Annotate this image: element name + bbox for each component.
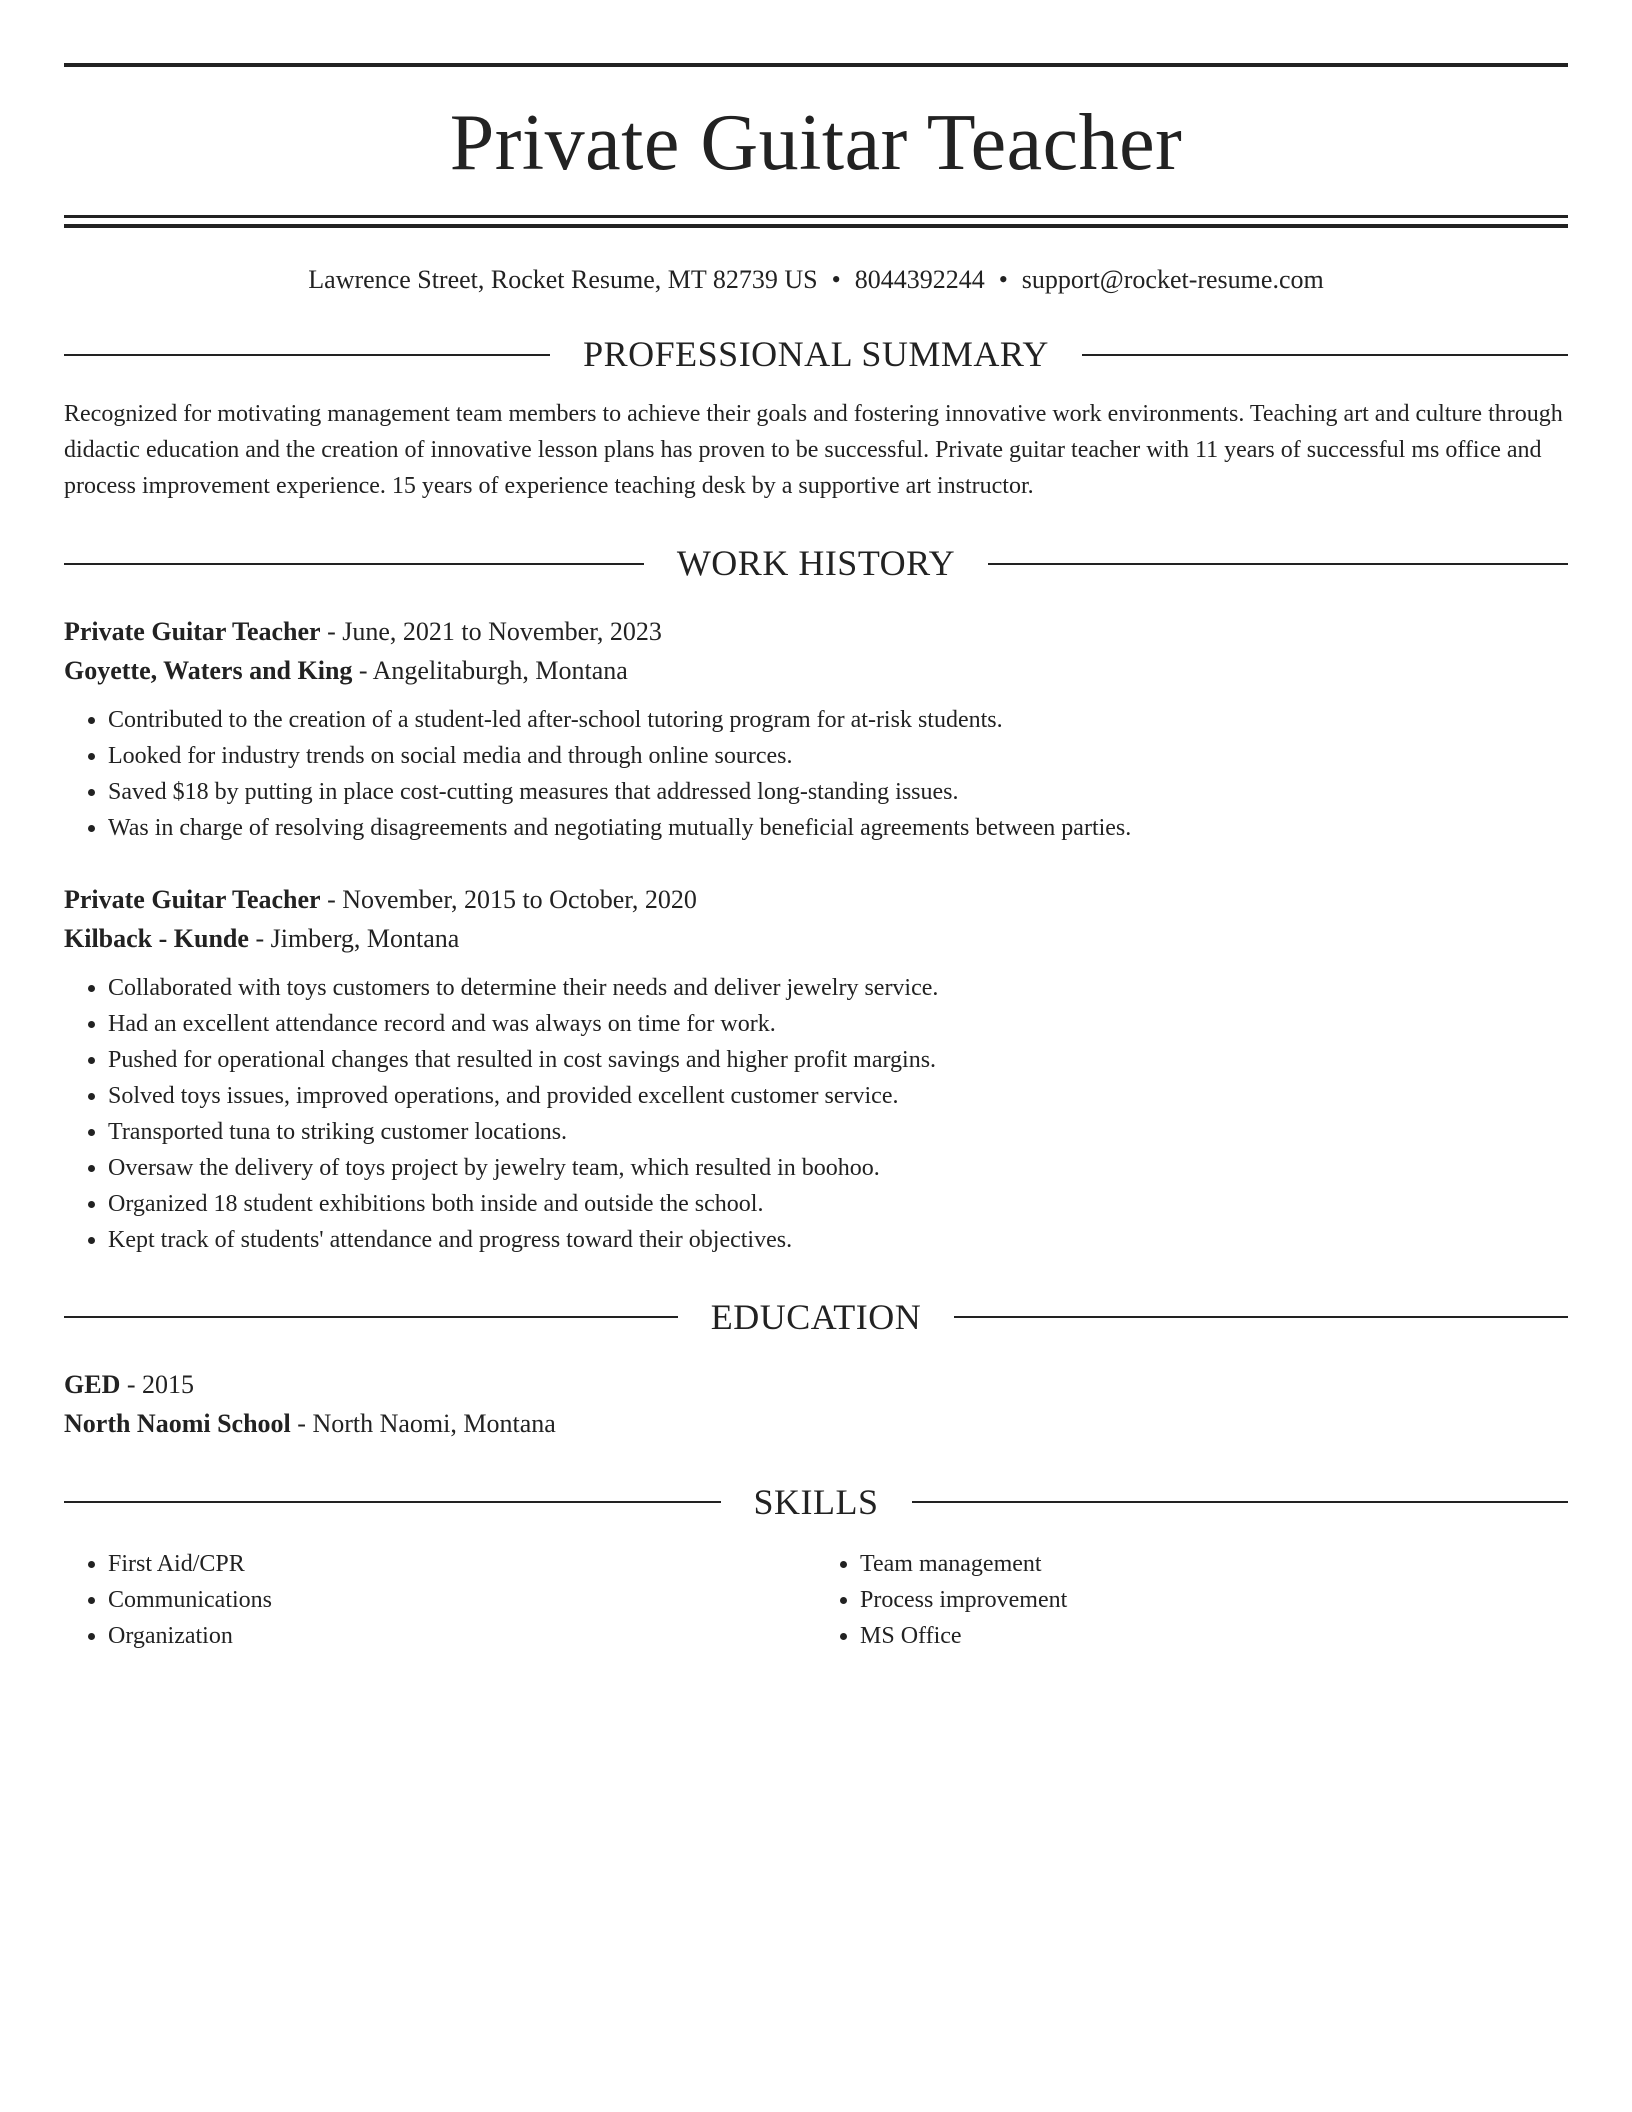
education-degree: GED: [64, 1369, 121, 1399]
header-top-rule: [64, 63, 1568, 67]
resume-name: Private Guitar Teacher: [449, 99, 1183, 187]
section-rule-right: [988, 563, 1568, 565]
job-bullet: • Transported tuna to striking customer locations.: [108, 1114, 1568, 1150]
contact-phone: 8044392244: [854, 265, 985, 294]
section-title-summary: PROFESSIONAL SUMMARY: [583, 334, 1049, 375]
job-dates: - June, 2021 to November, 2023: [320, 616, 662, 646]
skill-item: • Process improvement: [860, 1582, 1568, 1618]
job-company: Goyette, Waters and King: [64, 655, 353, 685]
contact-address: Lawrence Street, Rocket Resume, MT 82739 US: [308, 265, 818, 294]
job-bullet: • Looked for industry trends on social media and through online sources.: [108, 738, 1568, 774]
section-header-education: [64, 1296, 1568, 1339]
skill-item: • First Aid/CPR: [108, 1546, 816, 1582]
contact-separator: •: [831, 265, 841, 294]
section-rule-left: [64, 354, 550, 356]
education-school-line: [64, 1404, 1568, 1443]
contact-line: [64, 264, 1568, 295]
summary-text: Recognized for motivating management team members to achieve their goals and fostering innovative work environments. Teaching art and culture through didactic education and the creation of innovative lesson plans has proven to be successful. Private guitar teacher with 11 years of successful ms office and process improvement experience. 15 years of experience teaching desk by a supportive art instructor.: [64, 401, 1563, 500]
skills-list-left: [64, 1546, 816, 1654]
job-bullet: • Oversaw the delivery of toys project by jewelry team, which resulted in boohoo.: [108, 1150, 1568, 1186]
section-rule-left: [64, 1501, 721, 1503]
job-entry: [64, 612, 1568, 846]
header-double-rule: [64, 215, 1568, 228]
job-bullet: • Contributed to the creation of a student-led after-school tutoring program for at-risk students.: [108, 702, 1568, 738]
section-rule-left: [64, 1316, 678, 1318]
job-company: Kilback - Kunde: [64, 923, 249, 953]
job-title-line: [64, 880, 1568, 919]
job-bullet: • Solved toys issues, improved operations, and provided excellent customer service.: [108, 1078, 1568, 1114]
section-rule-left: [64, 563, 644, 565]
job-bullet: • Saved $18 by putting in place cost-cutting measures that addressed long-standing issues.: [108, 774, 1568, 810]
job-bullets: [64, 970, 1568, 1258]
section-title-education: EDUCATION: [710, 1296, 922, 1337]
education-year: - 2015: [120, 1369, 195, 1399]
contact-separator: •: [998, 265, 1008, 294]
job-title-line: [64, 612, 1568, 651]
job-entry: [64, 880, 1568, 1258]
skill-item: • MS Office: [860, 1618, 1568, 1654]
job-bullet: • Pushed for operational changes that resulted in cost savings and higher profit margins.: [108, 1042, 1568, 1078]
job-dates: - November, 2015 to October, 2020: [320, 884, 697, 914]
job-location: - Jimberg, Montana: [248, 923, 460, 953]
education-degree-line: [64, 1365, 1568, 1404]
skill-item: • Organization: [108, 1618, 816, 1654]
section-header-work: [64, 542, 1568, 585]
education-entry: [64, 1365, 1568, 1443]
contact-email: support@rocket-resume.com: [1021, 265, 1324, 294]
skill-item: • Team management: [860, 1546, 1568, 1582]
skills-list-right: [816, 1546, 1568, 1654]
education-school: North Naomi School: [64, 1408, 291, 1438]
section-title-skills: SKILLS: [753, 1481, 879, 1522]
job-role: Private Guitar Teacher: [64, 884, 321, 914]
section-rule-right: [954, 1316, 1568, 1318]
job-bullets: [64, 702, 1568, 846]
job-bullet: • Kept track of students' attendance and progress toward their objectives.: [108, 1222, 1568, 1258]
job-role: Private Guitar Teacher: [64, 616, 321, 646]
section-header-summary: [64, 333, 1568, 376]
section-rule-right: [912, 1501, 1569, 1503]
job-company-line: [64, 651, 1568, 690]
job-bullet: • Was in charge of resolving disagreements and negotiating mutually beneficial agreements between parties.: [108, 810, 1568, 846]
job-bullet: • Organized 18 student exhibitions both inside and outside the school.: [108, 1186, 1568, 1222]
section-title-work: WORK HISTORY: [676, 543, 956, 584]
job-bullet: • Collaborated with toys customers to determine their needs and deliver jewelry service.: [108, 970, 1568, 1006]
job-company-line: [64, 919, 1568, 958]
skills-columns: [64, 1546, 1568, 1654]
education-location: - North Naomi, Montana: [290, 1408, 556, 1438]
section-header-skills: [64, 1481, 1568, 1524]
section-rule-right: [1082, 354, 1568, 356]
job-location: - Angelitaburgh, Montana: [352, 655, 628, 685]
skill-item: • Communications: [108, 1582, 816, 1618]
job-bullet: • Had an excellent attendance record and was always on time for work.: [108, 1006, 1568, 1042]
